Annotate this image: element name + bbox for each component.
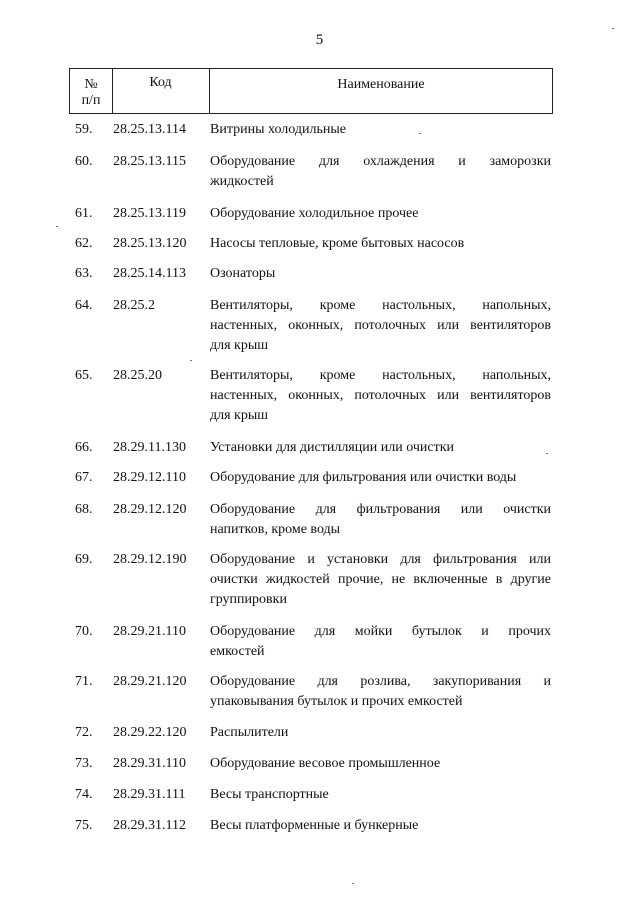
row-code: 28.25.13.114 xyxy=(113,122,186,137)
row-name xyxy=(210,366,551,426)
row-number: 75. xyxy=(75,818,93,833)
row-code: 28.25.13.120 xyxy=(113,236,187,251)
row-code: 28.29.22.120 xyxy=(113,725,187,740)
row-name xyxy=(210,723,551,743)
row-name-line: очистки жидкостей прочие, не включенные в другие xyxy=(210,572,551,587)
row-name-line: настенных, оконных, потолочных или вентиляторов xyxy=(210,388,551,403)
scan-speck xyxy=(419,133,421,134)
row-name-line: емкостей xyxy=(210,644,265,659)
row-name-line: Оборудование холодильное прочее xyxy=(210,206,419,221)
row-number: 66. xyxy=(75,440,93,455)
row-number: 72. xyxy=(75,725,93,740)
row-code: 28.25.2 xyxy=(113,298,155,313)
row-number: 61. xyxy=(75,206,93,221)
row-name xyxy=(210,264,551,284)
row-name-line: для крыш xyxy=(210,338,269,353)
scan-speck xyxy=(190,360,192,361)
row-code: 28.29.12.110 xyxy=(113,470,186,485)
row-name xyxy=(210,550,551,610)
header-number-symbol: № xyxy=(84,77,98,92)
row-code: 28.29.12.120 xyxy=(113,502,187,517)
row-name-line: упаковывания бутылок и прочих емкостей xyxy=(210,694,463,709)
row-number: 70. xyxy=(75,624,93,639)
row-number: 69. xyxy=(75,552,93,567)
scan-speck xyxy=(56,226,58,227)
row-name-line: для крыш xyxy=(210,408,269,423)
row-name-line: Оборудование и установки для фильтрования или xyxy=(210,552,551,567)
row-name-line: жидкостей xyxy=(210,174,274,189)
row-name-line: Распылители xyxy=(210,725,289,740)
row-name-line: Весы платформенные и бункерные xyxy=(210,818,419,833)
scan-speck xyxy=(546,453,548,454)
row-code: 28.29.31.110 xyxy=(113,756,186,771)
header-number-abbrev: п/п xyxy=(81,93,101,108)
row-number: 64. xyxy=(75,298,93,313)
row-name xyxy=(210,816,551,836)
row-name xyxy=(210,152,551,192)
row-name xyxy=(210,468,551,488)
row-number: 68. xyxy=(75,502,93,517)
row-code: 28.29.31.112 xyxy=(113,818,186,833)
header-code-column: Код xyxy=(112,69,210,113)
row-number: 73. xyxy=(75,756,93,771)
row-number: 74. xyxy=(75,787,93,802)
row-name xyxy=(210,622,551,662)
row-name xyxy=(210,438,551,458)
row-code: 28.29.31.111 xyxy=(113,787,186,802)
row-number: 62. xyxy=(75,236,93,251)
header-name-column: Наименование xyxy=(337,77,425,92)
row-name xyxy=(210,204,551,224)
scan-speck xyxy=(612,28,614,29)
row-number: 59. xyxy=(75,122,93,137)
row-name-line: Насосы тепловые, кроме бытовых насосов xyxy=(210,236,465,251)
row-name-line: Весы транспортные xyxy=(210,787,329,802)
row-code: 28.29.21.110 xyxy=(113,624,186,639)
row-name-line: Оборудование для мойки бутылок и прочих xyxy=(210,624,551,639)
table-header xyxy=(69,68,553,114)
row-code: 28.25.20 xyxy=(113,368,162,383)
row-name-line: напитков, кроме воды xyxy=(210,522,341,537)
row-code: 28.29.21.120 xyxy=(113,674,187,689)
row-name xyxy=(210,672,551,712)
row-name-line: Витрины холодильные xyxy=(210,122,346,137)
row-code: 28.29.11.130 xyxy=(113,440,186,455)
row-name-line: Оборудование для фильтрования или очистки воды xyxy=(210,470,517,485)
row-name-line: Озонаторы xyxy=(210,266,276,281)
row-code: 28.25.13.115 xyxy=(113,154,186,169)
row-number: 71. xyxy=(75,674,93,689)
scan-speck xyxy=(352,883,354,884)
row-name xyxy=(210,296,551,356)
row-code: 28.29.12.190 xyxy=(113,552,187,567)
row-name xyxy=(210,754,551,774)
row-name-line: Вентиляторы, кроме настольных, напольных, xyxy=(210,368,551,383)
row-code: 28.25.13.119 xyxy=(113,206,186,221)
header-number-column xyxy=(70,69,113,113)
row-name-line: Вентиляторы, кроме настольных, напольных, xyxy=(210,298,551,313)
row-name-line: Оборудование весовое промышленное xyxy=(210,756,441,771)
row-number: 67. xyxy=(75,470,93,485)
row-number: 65. xyxy=(75,368,93,383)
row-name-line: группировки xyxy=(210,592,287,607)
row-code: 28.25.14.113 xyxy=(113,266,186,281)
page-number: 5 xyxy=(315,32,324,48)
row-name xyxy=(210,785,551,805)
row-name-line: Установки для дистилляции или очистки xyxy=(210,440,454,455)
row-name-line: Оборудование для розлива, закупоривания и xyxy=(210,674,551,689)
row-name xyxy=(210,234,551,254)
row-name-line: Оборудование для охлаждения и заморозки xyxy=(210,154,551,169)
row-name-line: настенных, оконных, потолочных или вентиляторов xyxy=(210,318,551,333)
row-number: 60. xyxy=(75,154,93,169)
row-number: 63. xyxy=(75,266,93,281)
row-name xyxy=(210,500,551,540)
row-name xyxy=(210,120,551,140)
row-name-line: Оборудование для фильтрования или очистки xyxy=(210,502,551,517)
